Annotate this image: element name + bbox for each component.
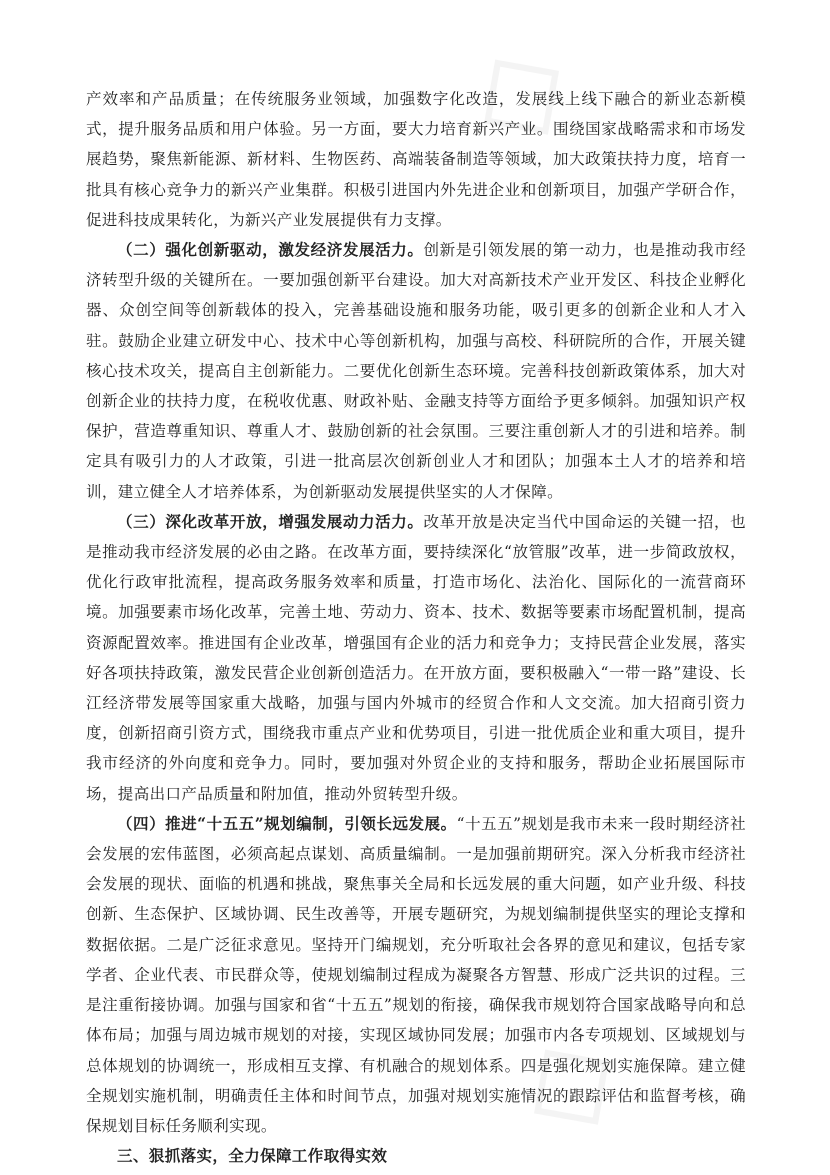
paragraph-lead: （二）强化创新驱动，激发经济发展活力。 xyxy=(117,240,424,260)
paragraph-body: 改革开放是决定当代中国命运的关键一招，也是推动我市经济发展的必由之路。在改革方面，要持续深化“放管服”改革，进一步简政放权，优化行政审批流程，提高政务服务效率和质量，打造市场化、法治化、国际化的一流营商环境。加强要素市场化改革，完善土地、劳动力、资本、技术、数据等要素市场配置机制，提高资源配置效率。推进国有企业改革，增强国有企业的活力和竞争力；支持民营企业发展，落实好各项扶持政策，激发民营企业创新创造活力。在开放方面，要积极融入“一带一路”建设、长江经济带发展等国家重大战略，加强与国内外城市的经贸合作和人文交流。加大招商引资力度，创新招商引资方式，围绕我市重点产业和优势项目，引进一批优质企业和重大项目，提升我市经济的外向度和竞争力。同时，要加强对外贸企业的支持和服务，帮助企业拓展国际市场，提高出口产品质量和附加值，推动外贸转型升级。 xyxy=(86,512,746,803)
document-page xyxy=(86,84,746,1171)
paragraph-body: 创新是引领发展的第一动力，也是推动我市经济转型升级的关键所在。一要加强创新平台建设。加大对高新技术产业开发区、科技企业孵化器、众创空间等创新载体的投入，完善基础设施和服务功能，吸引更多的创新企业和人才入驻。鼓励企业建立研发中心、技术中心等创新机构，加强与高校、科研院所的合作，开展关键核心技术攻关，提高自主创新能力。二要优化创新生态环境。完善科技创新政策体系，加大对创新企业的扶持力度，在税收优惠、财政补贴、金融支持等方面给予更多倾斜。加强知识产权保护，营造尊重知识、尊重人才、鼓励创新的社会氛围。三要注重创新人才的引进和培养。制定具有吸引力的人才政策，引进一批高层次创新创业人才和团队；加强本土人才的培养和培训，建立健全人才培养体系，为创新驱动发展提供坚实的人才保障。 xyxy=(86,241,746,501)
paragraph-body: “十五五”规划是我市未来一段时期经济社会发展的宏伟蓝图，必须高起点谋划、高质量编制。一是加强前期研究。深入分析我市经济社会发展的现状、面临的机遇和挑战，聚焦事关全局和长远发展的重大问题，如产业升级、科技创新、生态保护、区域协调、民生改善等，开展专题研究，为规划编制提供坚实的理论支撑和数据依据。二是广泛征求意见。坚持开门编规划，充分听取社会各界的意见和建议，包括专家学者、企业代表、市民群众等，使规划编制过程成为凝聚各方智慧、形成广泛共识的过程。三是注重衔接协调。加强与国家和省“十五五”规划的衔接，确保我市规划符合国家战略导向和总体布局；加强与周边城市规划的对接，实现区域协同发展；加强市内各专项规划、区域规划与总体规划的协调统一，形成相互支撑、有机融合的规划体系。四是强化规划实施保障。建立健全规划实施机制，明确责任主体和时间节点，加强对规划实施情况的跟踪评估和监督考核，确保规划目标任务顺利实现。 xyxy=(86,814,746,1135)
paragraph-innovation xyxy=(86,235,746,507)
paragraph-lead: （三）深化改革开放，增强发展动力活力。 xyxy=(117,511,424,531)
paragraph-reform xyxy=(86,507,746,809)
paragraph-body: 产效率和产品质量；在传统服务业领域，加强数字化改造，发展线上线下融合的新业态新模式，提升服务品质和用户体验。另一方面，要大力培育新兴产业。围绕国家战略需求和市场发展趋势，聚焦新能源、新材料、生物医药、高端装备制造等领域，加大政策扶持力度，培育一批具有核心竞争力的新兴产业集群。积极引进国内外先进企业和创新项目，加强产学研合作，促进科技成果转化，为新兴产业发展提供有力支撑。 xyxy=(86,90,746,229)
section-heading: 三、狠抓落实，全力保障工作取得实效 xyxy=(117,1146,388,1166)
paragraph-lead: （四）推进“十五五”规划编制，引领长远发展。 xyxy=(117,813,457,833)
paragraph-plan xyxy=(86,809,746,1141)
paragraph-continuation xyxy=(86,84,746,235)
